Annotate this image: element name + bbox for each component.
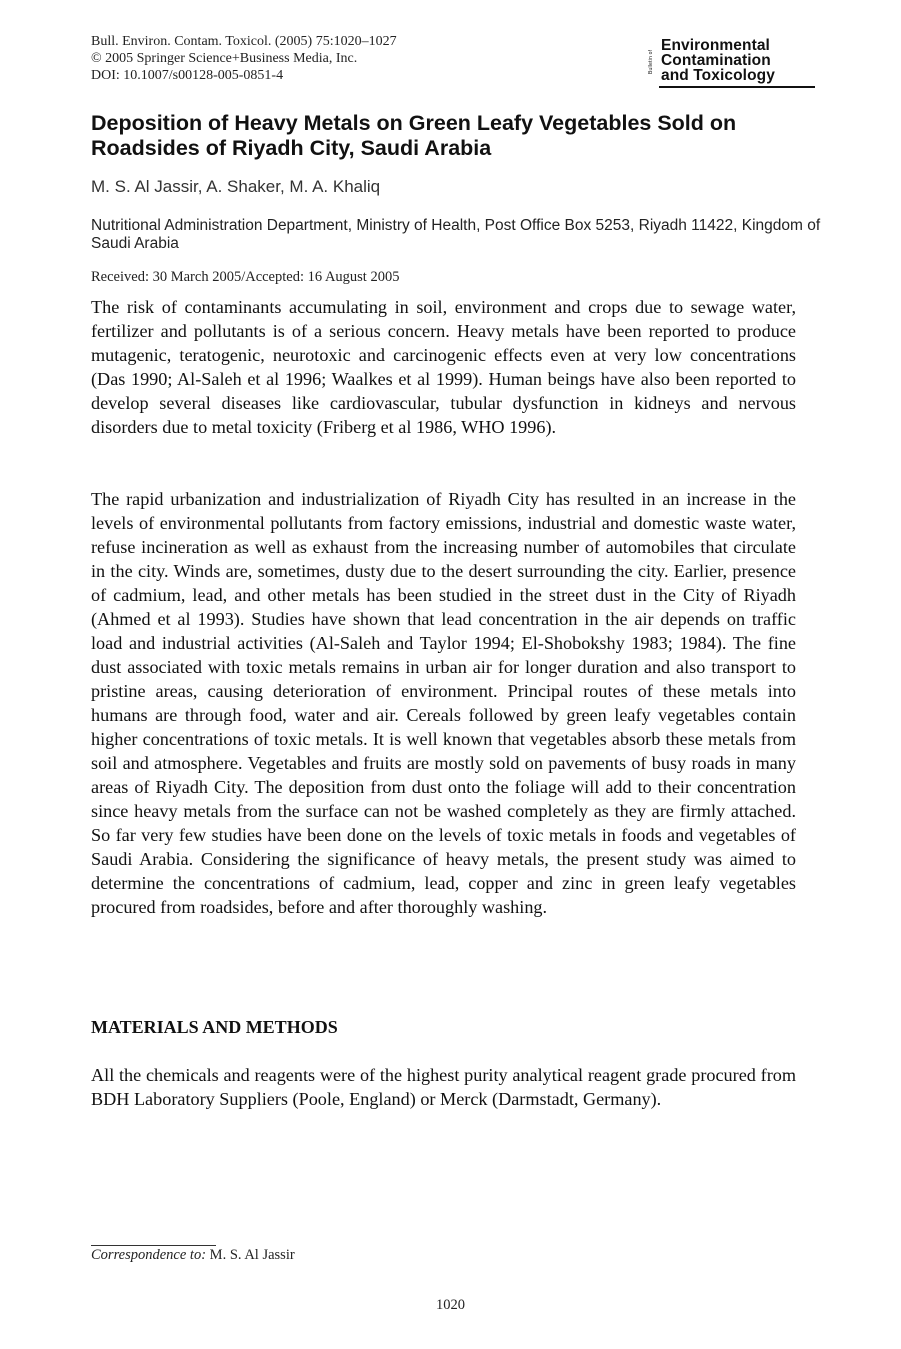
body-paragraph-3: All the chemicals and reagents were of the highest purity analytical reagent grade procured from BDH Laboratory Suppliers (Poole, England) or Merck (Darmstadt, Germany). — [91, 1065, 796, 1109]
body-paragraph-2: The rapid urbanization and industrialization of Riyadh City has resulted in an increase in the levels of environmental pollutants from factory emissions, industrial and domestic waste water, refuse incineration as well as exhaust from the increasing number of automobiles that circulate in the city. Winds are, sometimes, dusty due to the desert surrounding the city. Earlier, presence of cadmium, lead, and other metals has been studied in the street dust in the City of Riyadh (Ahmed et al 1993). Studies have shown that lead concentration in the air depends on traffic load and industrial activities (Al-Saleh and Taylor 1994; El-Shobokshy 1983; 1984). The fine dust associated with toxic metals remains in urban air for longer duration and also transport to pristine areas, causing deterioration of environment. Principal routes of these metals into humans are through food, water and air. Cereals followed by green leafy vegetables contain higher concentrations of toxic metals. It is well known that vegetables absorb these metals from soil and atmosphere. Vegetables and fruits are mostly sold on pavements of busy roads in many areas of Riyadh City. The deposition from dust onto the foliage will add to their concentration since heavy metals from the surface can not be washed completely as they are firmly attached. So far very few studies have been done on the levels of toxic metals in foods and vegetables of Saudi Arabia. Considering the significance of heavy metals, the present study was aimed to determine the concentrations of cadmium, lead, copper and zinc in green leafy vegetables procured from roadsides, before and after thoroughly washing. — [91, 489, 796, 917]
logo-side-text: Bulletin of — [648, 49, 654, 75]
correspondence-label: Correspondence to: — [91, 1247, 207, 1263]
article-authors: M. S. Al Jassir, A. Shaker, M. A. Khaliq — [91, 177, 381, 196]
article-title: Deposition of Heavy Metals on Green Leafy Vegetables Sold on Roadsides of Riyadh City, Saudi Arabia — [91, 111, 737, 160]
citation-line: Bull. Environ. Contam. Toxicol. (2005) 75:1020–1027 — [91, 34, 397, 49]
logo-line-environmental: Environmental — [661, 37, 770, 54]
doi-line: DOI: 10.1007/s00128-005-0851-4 — [91, 68, 284, 83]
logo-wordmark — [658, 38, 815, 86]
section-heading-materials-methods: MATERIALS AND METHODS — [91, 1017, 338, 1037]
journal-citation-block — [91, 33, 397, 84]
correspondence-footnote — [91, 1247, 295, 1264]
correspondence-name: M. S. Al Jassir — [209, 1247, 295, 1263]
logo-line-contamination: Contamination — [661, 52, 771, 69]
logo-line-toxicology: and Toxicology — [661, 67, 775, 84]
article-affiliation: Nutritional Administration Department, Ministry of Health, Post Office Box 5253, Riyadh 11422, Kingdom of Saudi Arabia — [91, 217, 821, 252]
logo-underline — [659, 86, 815, 88]
body-paragraph-1: The risk of contaminants accumulating in soil, environment and crops due to sewage water, fertilizer and pollutants is of a serious concern. Heavy metals have been reported to produce mutagenic, teratogenic, neurotoxic and carcinogenic effects even at very low concentrations (Das 1990; Al-Saleh et al 1996; Waalkes et al 1999). Human beings have also been reported to develop several diseases like cardiovascular, tubular dysfunction in kidneys and nervous disorders due to metal toxicity (Friberg et al 1986, WHO 1996). — [91, 297, 796, 437]
footnote-rule — [91, 1245, 216, 1246]
received-accepted-dates: Received: 30 March 2005/Accepted: 16 August 2005 — [91, 269, 400, 285]
journal-logo — [649, 38, 815, 86]
page-number: 1020 — [436, 1297, 465, 1313]
copyright-line: © 2005 Springer Science+Business Media, Inc. — [91, 51, 358, 66]
